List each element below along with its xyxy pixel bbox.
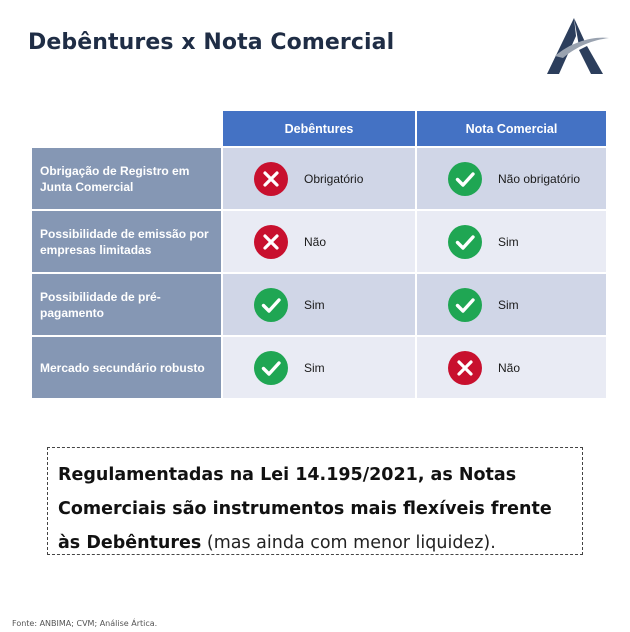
header-debentures: Debêntures	[223, 111, 415, 146]
comparison-table	[32, 111, 606, 398]
header-nota-comercial: Nota Comercial	[417, 111, 606, 146]
cross-icon	[254, 162, 288, 196]
cell-nota-pre-pagamento	[417, 274, 606, 335]
cell-text: Sim	[498, 234, 519, 249]
cell-debentures-pre-pagamento	[223, 274, 415, 335]
cell-text: Não	[498, 360, 521, 375]
check-icon	[448, 162, 482, 196]
cell-nota-registro	[417, 148, 606, 209]
page-title: Debêntures x Nota Comercial	[28, 30, 395, 55]
check-icon	[448, 288, 482, 322]
check-icon	[254, 288, 288, 322]
summary-note	[47, 447, 583, 555]
row-label-pre-pagamento: Possibilidade de pré-pagamento	[32, 274, 221, 335]
summary-note-light: (mas ainda com menor liquidez).	[201, 533, 496, 553]
cell-nota-mercado-secundario	[417, 337, 606, 398]
summary-note-bold: Regulamentadas na Lei 14.195/2021, as Notas Comerciais são instrumentos mais flexíveis frente às Debêntures	[58, 465, 552, 553]
source-footnote: Fonte: ANBIMA; CVM; Análise Ártica.	[12, 619, 158, 628]
cell-text: Sim	[498, 297, 519, 312]
cell-text: Não	[304, 234, 327, 249]
row-label-mercado-secundario: Mercado secundário robusto	[32, 337, 221, 398]
cross-icon	[448, 351, 482, 385]
cell-debentures-registro	[223, 148, 415, 209]
cell-text: Sim	[304, 360, 325, 375]
cell-text: Obrigatório	[304, 171, 364, 186]
artica-logo-icon	[541, 16, 611, 76]
table-corner	[32, 111, 221, 146]
cell-text: Sim	[304, 297, 325, 312]
cell-debentures-mercado-secundario	[223, 337, 415, 398]
row-label-registro: Obrigação de Registro em Junta Comercial	[32, 148, 221, 209]
check-icon	[254, 351, 288, 385]
cross-icon	[254, 225, 288, 259]
cell-debentures-limitadas	[223, 211, 415, 272]
check-icon	[448, 225, 482, 259]
row-label-limitadas: Possibilidade de emissão por empresas limitadas	[32, 211, 221, 272]
cell-nota-limitadas	[417, 211, 606, 272]
cell-text: Não obrigatório	[498, 171, 581, 186]
